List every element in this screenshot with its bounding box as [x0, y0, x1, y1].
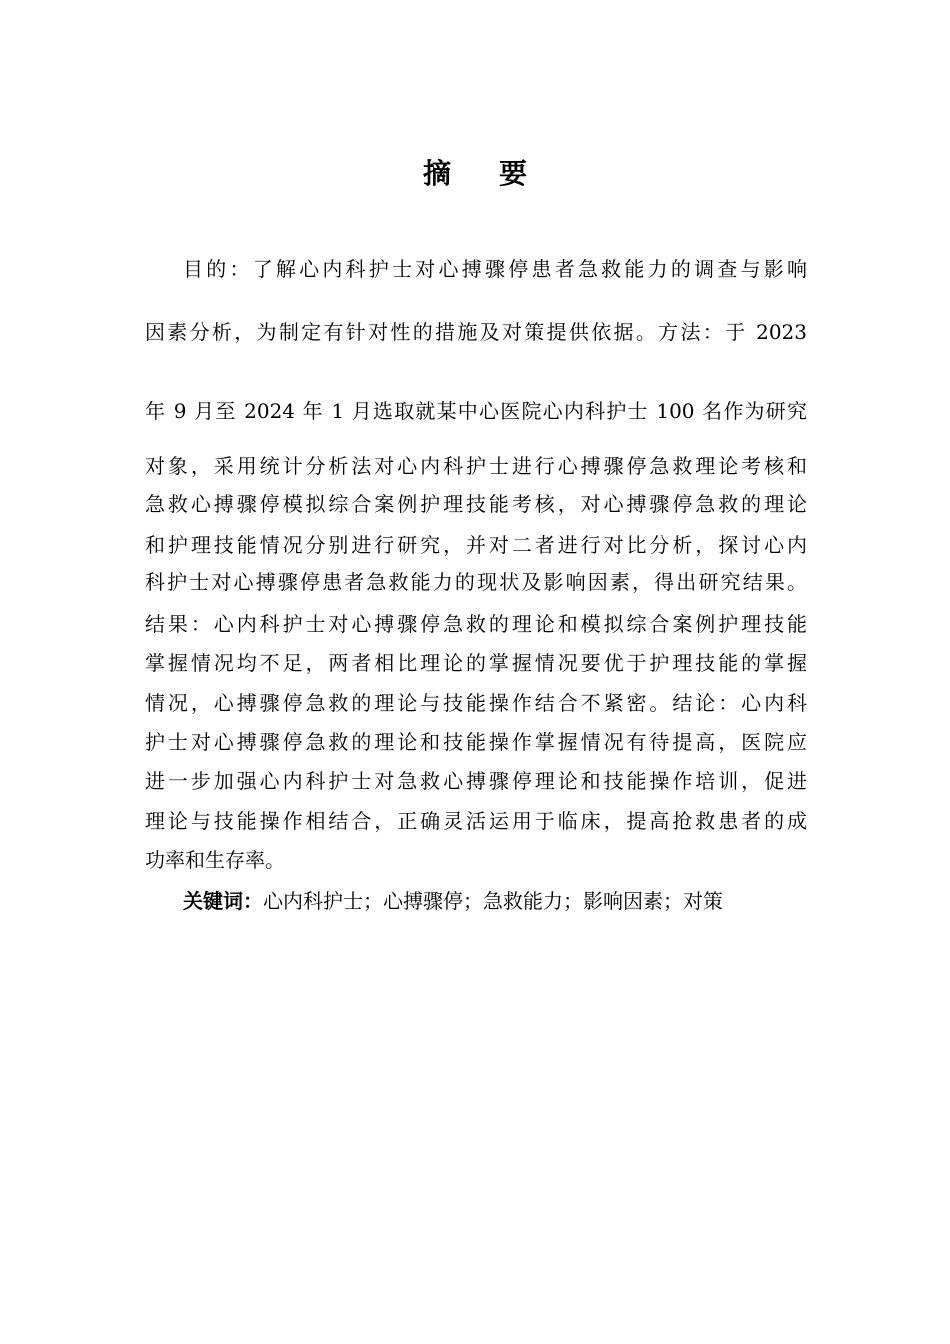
title-char-2: 要	[499, 157, 528, 190]
abstract-line-14: 功率和生存率。	[145, 848, 285, 872]
abstract-line-6: 和护理技能情况分别进行研究，并对二者进行对比分析，探讨心内	[145, 533, 807, 557]
abstract-line-4: 对象，采用统计分析法对心内科护士进行心搏骤停急救理论考核和	[145, 454, 807, 478]
abstract-line-11: 护士对心搏骤停急救的理论和技能操作掌握情况有待提高，医院应	[145, 730, 807, 754]
abstract-line-10: 情况，心搏骤停急救的理论与技能操作结合不紧密。结论：心内科	[145, 691, 807, 715]
abstract-line-3: 年 9 月至 2024 年 1 月选取就某中心医院心内科护士 100 名作为研究	[145, 399, 807, 423]
keywords-label: 关键词：	[183, 889, 263, 913]
abstract-line-2: 因素分析，为制定有针对性的措施及对策提供依据。方法：于 2023	[145, 320, 807, 344]
abstract-line-12: 进一步加强心内科护士对急救心搏骤停理论和技能操作培训，促进	[145, 769, 807, 793]
abstract-line-1: 目的：了解心内科护士对心搏骤停患者急救能力的调查与影响	[183, 257, 807, 281]
abstract-line-13: 理论与技能操作相结合，正确灵活运用于临床，提高抢救患者的成	[145, 809, 807, 833]
keywords-text: 心内科护士；心搏骤停；急救能力；影响因素；对策	[263, 889, 723, 913]
abstract-line-7: 科护士对心搏骤停患者急救能力的现状及影响因素，得出研究结果。	[145, 570, 807, 594]
title-char-1: 摘	[422, 157, 451, 190]
abstract-line-9: 掌握情况均不足，两者相比理论的掌握情况要优于护理技能的掌握	[145, 651, 807, 675]
keywords-line	[183, 886, 807, 916]
abstract-line-5: 急救心搏骤停模拟综合案例护理技能考核，对心搏骤停急救的理论	[145, 492, 807, 516]
page-title	[0, 154, 950, 194]
abstract-line-8: 结果：心内科护士对心搏骤停急救的理论和模拟综合案例护理技能	[145, 612, 807, 636]
